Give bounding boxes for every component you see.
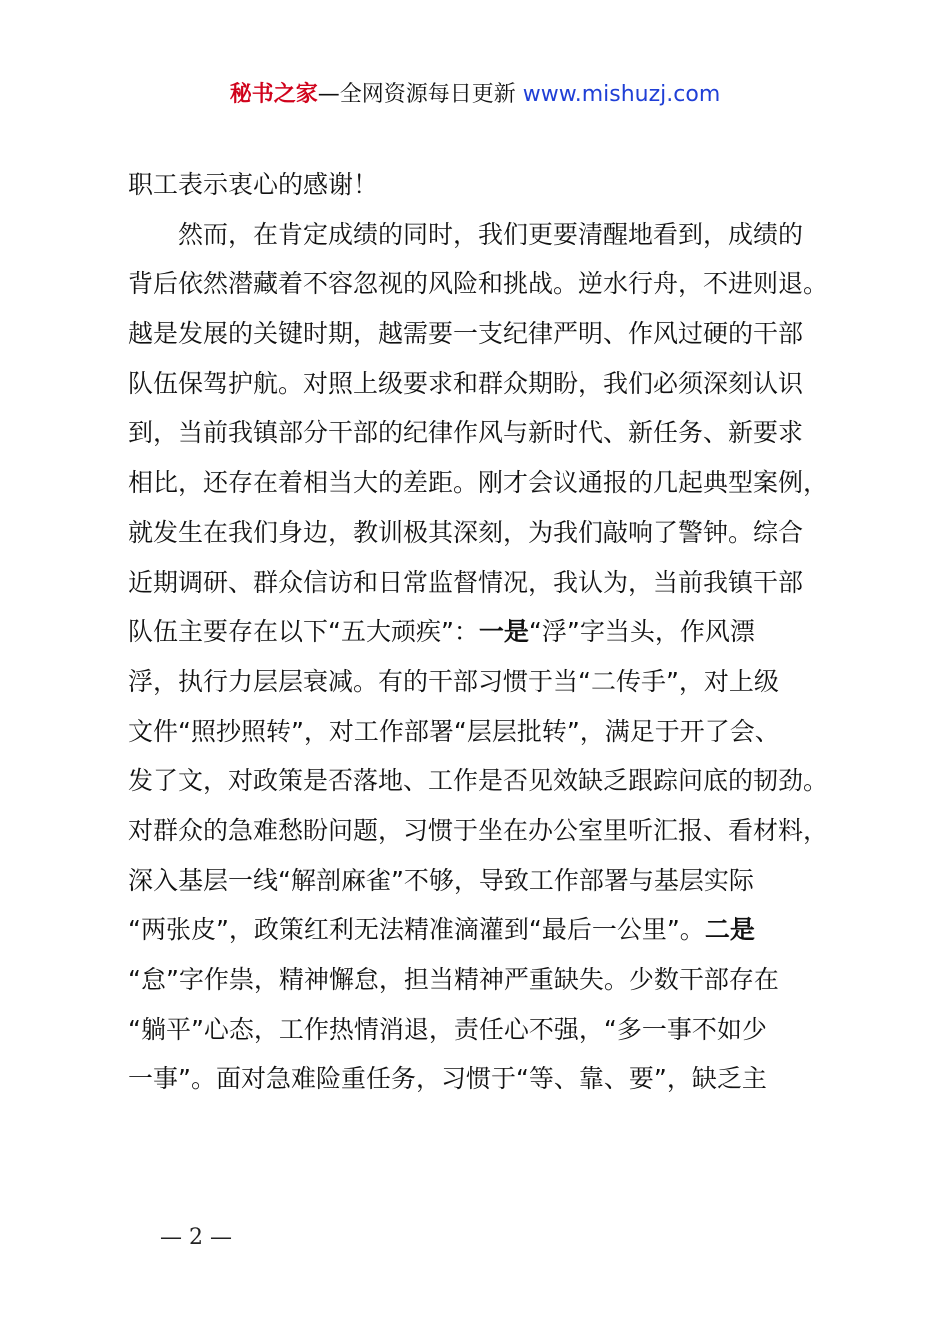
text-line	[128, 806, 848, 856]
line-text: 文件“照抄照转”，对工作部署“层层批转”，满足于开了会、	[128, 716, 780, 746]
text-line	[128, 408, 848, 458]
text-line	[128, 359, 848, 409]
line-text: 背后依然潜藏着不容忽视的风险和挑战。逆水行舟，不进则退。	[128, 269, 829, 299]
line-text: 就发生在我们身边，教训极其深刻，为我们敲响了警钟。综合	[128, 517, 804, 547]
line-text: “躺平”心态，工作热情消退，责任心不强，“多一事不如少	[128, 1014, 767, 1044]
text-line	[128, 1054, 848, 1104]
line-text: 到，当前我镇部分干部的纪律作风与新时代、新任务、新要求	[128, 418, 804, 448]
emphasis-text: 一是	[478, 617, 529, 647]
text-line	[128, 458, 848, 508]
line-text: 发了文，对政策是否落地、工作是否见效缺乏跟踪问底的韧劲。	[128, 766, 829, 796]
emphasis-text: 二是	[704, 915, 755, 945]
line-text: 越是发展的关键时期，越需要一支纪律严明、作风过硬的干部	[128, 319, 804, 349]
text-line	[128, 210, 848, 260]
line-text: 深入基层一线“解剖麻雀”不够，导致工作部署与基层实际	[128, 865, 754, 895]
line-text: 职工表示衷心的感谢！	[128, 170, 379, 199]
page-number: — 2 —	[160, 1225, 232, 1250]
text-line	[128, 607, 848, 657]
line-text: “浮”字当头，作风漂	[528, 617, 755, 647]
header-tagline: —全网资源每日更新	[317, 82, 523, 107]
page-header	[0, 80, 950, 110]
document-body	[128, 160, 848, 1104]
text-line	[128, 309, 848, 359]
text-line	[128, 856, 848, 906]
text-line	[128, 1005, 848, 1055]
line-text: 对群众的急难愁盼问题，习惯于坐在办公室里听汇报、看材料，	[128, 815, 829, 845]
line-text: 浮，执行力层层衰减。有的干部习惯于当“二传手”，对上级	[128, 666, 779, 696]
text-line	[128, 905, 848, 955]
line-text: “怠”字作祟，精神懈怠，担当精神严重缺失。少数干部存在	[128, 965, 779, 994]
brand-name: 秘书之家	[229, 82, 318, 107]
text-line	[128, 657, 848, 707]
site-link[interactable]: www.mishuzj.com	[522, 82, 721, 107]
text-line	[128, 160, 848, 210]
line-text: 一事”。面对急难险重任务，习惯于“等、靠、要”，缺乏主	[128, 1064, 767, 1094]
text-line	[128, 508, 848, 558]
line-text: 然而，在肯定成绩的同时，我们更要清醒地看到，成绩的	[128, 219, 804, 249]
line-text: 相比，还存在着相当大的差距。刚才会议通报的几起典型案例，	[128, 468, 829, 498]
text-line	[128, 756, 848, 806]
line-text: “两张皮”，政策红利无法精准滴灌到“最后一公里”。	[128, 915, 705, 945]
text-line	[128, 955, 848, 1005]
text-line	[128, 707, 848, 757]
line-text: 队伍主要存在以下“五大顽疾”：	[128, 617, 479, 647]
line-text: 队伍保驾护航。对照上级要求和群众期盼，我们必须深刻认识	[128, 368, 804, 398]
text-line	[128, 558, 848, 608]
text-line	[128, 259, 848, 309]
line-text: 近期调研、群众信访和日常监督情况，我认为，当前我镇干部	[128, 567, 804, 597]
